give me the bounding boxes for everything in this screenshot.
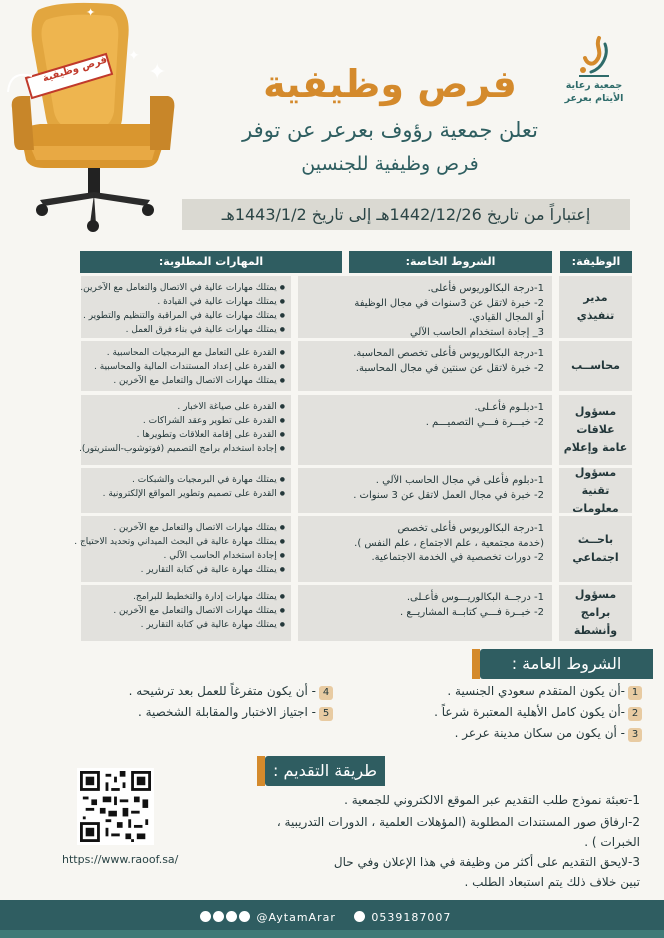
website-url-link[interactable]: https://www.raoof.sa/ (62, 853, 179, 866)
subtitle-line-2: فرص وظيفية للجنسين (301, 153, 479, 175)
subtitle-line-1: تعلن جمعية رؤوف بعرعر عن توفر (242, 118, 538, 142)
logo-line-2: الأيتام بعرعر (564, 93, 624, 104)
conditions-cell (298, 585, 552, 641)
footer-bar (0, 900, 664, 938)
apply-step: 1-تعبئة نموذج طلب التقديم عبر الموقع الالكتروني للجمعية . (344, 793, 640, 807)
skill-item: ● يمتلك مهارات الاتصال والتعامل مع الآخرين . (85, 374, 285, 388)
condition-line: 1- درجــة البكالوريـــوس فأعـلى. (406, 592, 544, 603)
job-title-cell: محاســب (559, 341, 632, 391)
condition-line: 2- خبرة في مجال العمل لاتقل عن 3 سنوات . (353, 489, 544, 501)
social-handle[interactable]: @AytamArar (256, 911, 336, 924)
skill-item: ● القدرة على تطوير وعقد الشراكات . (85, 414, 285, 428)
whatsapp-icon[interactable] (354, 911, 365, 922)
skill-item: ● يمتلك مهارات عالية في القيادة . (85, 295, 285, 309)
skill-item: ● يمتلك مهارات إدارة والتخطيط للبرامج. (85, 590, 285, 604)
table-row (81, 585, 633, 641)
condition-line: 1-درجة البكالوريوس فأعلى تخصص (397, 523, 544, 534)
date-range-bar: إعتباراً من تاريخ 1442/12/26هـ إلى تاريخ 1443/1/2هـ (182, 199, 630, 230)
skill-item: ● يمتلك مهارة في البرمجيات والشبكات . (85, 473, 285, 487)
conditions-cell (298, 468, 552, 513)
condition-line: 2- خبــرة فـــي كتابــة المشاريــع . (400, 606, 544, 618)
general-condition-item: 1-أن يكون المتقدم سعودي الجنسية . (447, 684, 642, 700)
snapchat-icon[interactable] (226, 911, 237, 922)
skill-item: ● يمتلك مهارات عالية في المراقبة والتنظيم والتطوير . (85, 309, 285, 323)
skills-cell (81, 585, 291, 641)
general-condition-item: 4- أن يكون متفرغاً للعمل بعد ترشيحه . (129, 684, 333, 700)
footer-contacts (200, 911, 451, 924)
skill-item: ● يمتلك مهارة عالية في البحث الميداني وتحديد الاحتياج . (85, 535, 285, 549)
apply-step: تبين خلاف ذلك يتم استبعاد الطلب . (464, 875, 640, 889)
job-title-cell: مسؤول علاقات عامة وإعلام (559, 395, 632, 465)
conditions-cell (298, 395, 552, 465)
office-chair-illustration (0, 0, 215, 232)
general-condition-item: 2-أن يكون كامل الأهلية المعتبرة شرعاً . (434, 705, 642, 721)
condition-line: 1-دبلوم فأعلى في مجال الحاسب الآلي . (375, 475, 544, 486)
skill-item: ● يمتلك مهارة عالية في كتابة التقارير . (85, 563, 285, 577)
youtube-icon[interactable] (239, 911, 250, 922)
org-logo (554, 34, 634, 104)
job-title-cell: مسؤول تقنية معلومات (559, 468, 632, 513)
sparkle-icon: ✦ (128, 48, 140, 64)
skills-cell (81, 468, 291, 513)
condition-line: 3_ إجادة استخدام الحاسب الآلي (409, 326, 544, 338)
sparkle-icon: ✦ (86, 6, 96, 19)
header-job: الوظيفة: (560, 251, 632, 273)
condition-line: 1-درجة البكالوريوس فأعلى. (427, 283, 544, 294)
skill-item: ● القدرة على التعامل مع البرمجيات المحاسبية . (85, 346, 285, 360)
qr-code-icon[interactable] (77, 768, 154, 845)
skill-item: ● القدرة على تصميم وتطوير المواقع الإلكترونية . (85, 487, 285, 501)
conditions-cell (298, 276, 552, 338)
general-condition-item: 3- أن يكون من سكان مدينة عرعر . (455, 726, 642, 742)
table-row (74, 516, 633, 582)
table-row (81, 395, 633, 465)
skill-item: ● يمتلك مهارات الاتصال والتعامل مع الآخرين . (85, 521, 285, 535)
skill-item: ● يمتلك مهارات عالية في الاتصال والتعامل مع الآخرين. (85, 281, 285, 295)
table-row (81, 276, 633, 338)
condition-line: 1-دبلـوم فأعـلى. (474, 402, 544, 413)
instagram-icon[interactable] (213, 911, 224, 922)
job-title-cell: باحــث اجتماعي (559, 516, 632, 582)
apply-step: الخبرات ) . (584, 835, 640, 849)
skill-item: ● إجادة استخدام الحاسب الآلي . (85, 549, 285, 563)
skill-item: ● يمتلك مهارات الاتصال والتعامل مع الآخرين . (85, 604, 285, 618)
footer-strip (0, 930, 664, 938)
header-conditions: الشروط الخاصة: (349, 251, 552, 273)
condition-line: 2- خبـــرة فـــي التصميـــم . (425, 416, 544, 428)
header-skills: المهارات المطلوبة: (80, 251, 342, 273)
skill-item: ● القدرة على إعداد المستندات المالية والمحاسبية . (85, 360, 285, 374)
page-title: فرص وظيفية (263, 62, 517, 106)
skill-item: ● إجادة استخدام برامج التصميم (فوتوشوب-الستريتور). (85, 442, 285, 456)
skills-cell (74, 516, 291, 582)
condition-line: 1-درجة البكالوريوس فأعلى تخصص المحاسبة. (353, 348, 544, 359)
apply-step: 2-ارفاق صور المستندات المطلوبة (المؤهلات العلمية ، الدورات التدريبية ، (276, 815, 640, 829)
twitter-icon[interactable] (200, 911, 211, 922)
skill-item: ● يمتلك مهارة عالية في كتابة التقارير . (85, 618, 285, 632)
skills-cell (81, 276, 291, 338)
chair-tag-label: فرص وظيفية (41, 54, 109, 85)
condition-line: (خدمة مجتمعية ، علم الاجتماع ، علم النفس ). (354, 537, 544, 549)
calligraphy-logo-icon (569, 34, 619, 78)
sparkle-icon: ✦ (148, 60, 167, 85)
condition-line: 2- خبرة لاتقل عن سنتين في مجال المحاسبة. (355, 362, 544, 374)
table-row (81, 465, 633, 515)
general-conditions-title: الشروط العامة : (480, 649, 653, 679)
condition-line: أو المجال القيادي. (469, 312, 544, 323)
skill-item: ● القدرة على إقامة العلاقات وتطويرها . (85, 428, 285, 442)
apply-step: 3-لايحق التقديم على أكثر من وظيفة في هذا الإعلان وفي حال (333, 855, 640, 869)
logo-line-1: جمعية رعاية (565, 80, 623, 91)
general-condition-item: 5- اجتياز الاختبار والمقابلة الشخصية . (138, 705, 333, 721)
skills-cell (81, 341, 291, 391)
job-title-cell: مسؤول برامج وأنشطة (559, 585, 632, 641)
application-method-title: طريقة التقديم : (265, 756, 385, 786)
phone-number[interactable]: 0539187007 (371, 911, 452, 924)
condition-line: 2- دورات تخصصية في الخدمة الاجتماعية. (371, 552, 544, 563)
table-row (81, 341, 633, 391)
skills-cell (81, 395, 291, 465)
skill-item: ● القدرة على صياغة الاخبار . (85, 400, 285, 414)
skill-item: ● يمتلك مهارات عالية في بناء فرق العمل . (85, 323, 285, 337)
conditions-cell (298, 516, 552, 582)
conditions-cell (298, 341, 552, 391)
job-title-cell: مدير تنفيذي (559, 276, 632, 338)
condition-line: 2- خبرة لاتقل عن 3سنوات في مجال الوظيفة (354, 297, 544, 309)
